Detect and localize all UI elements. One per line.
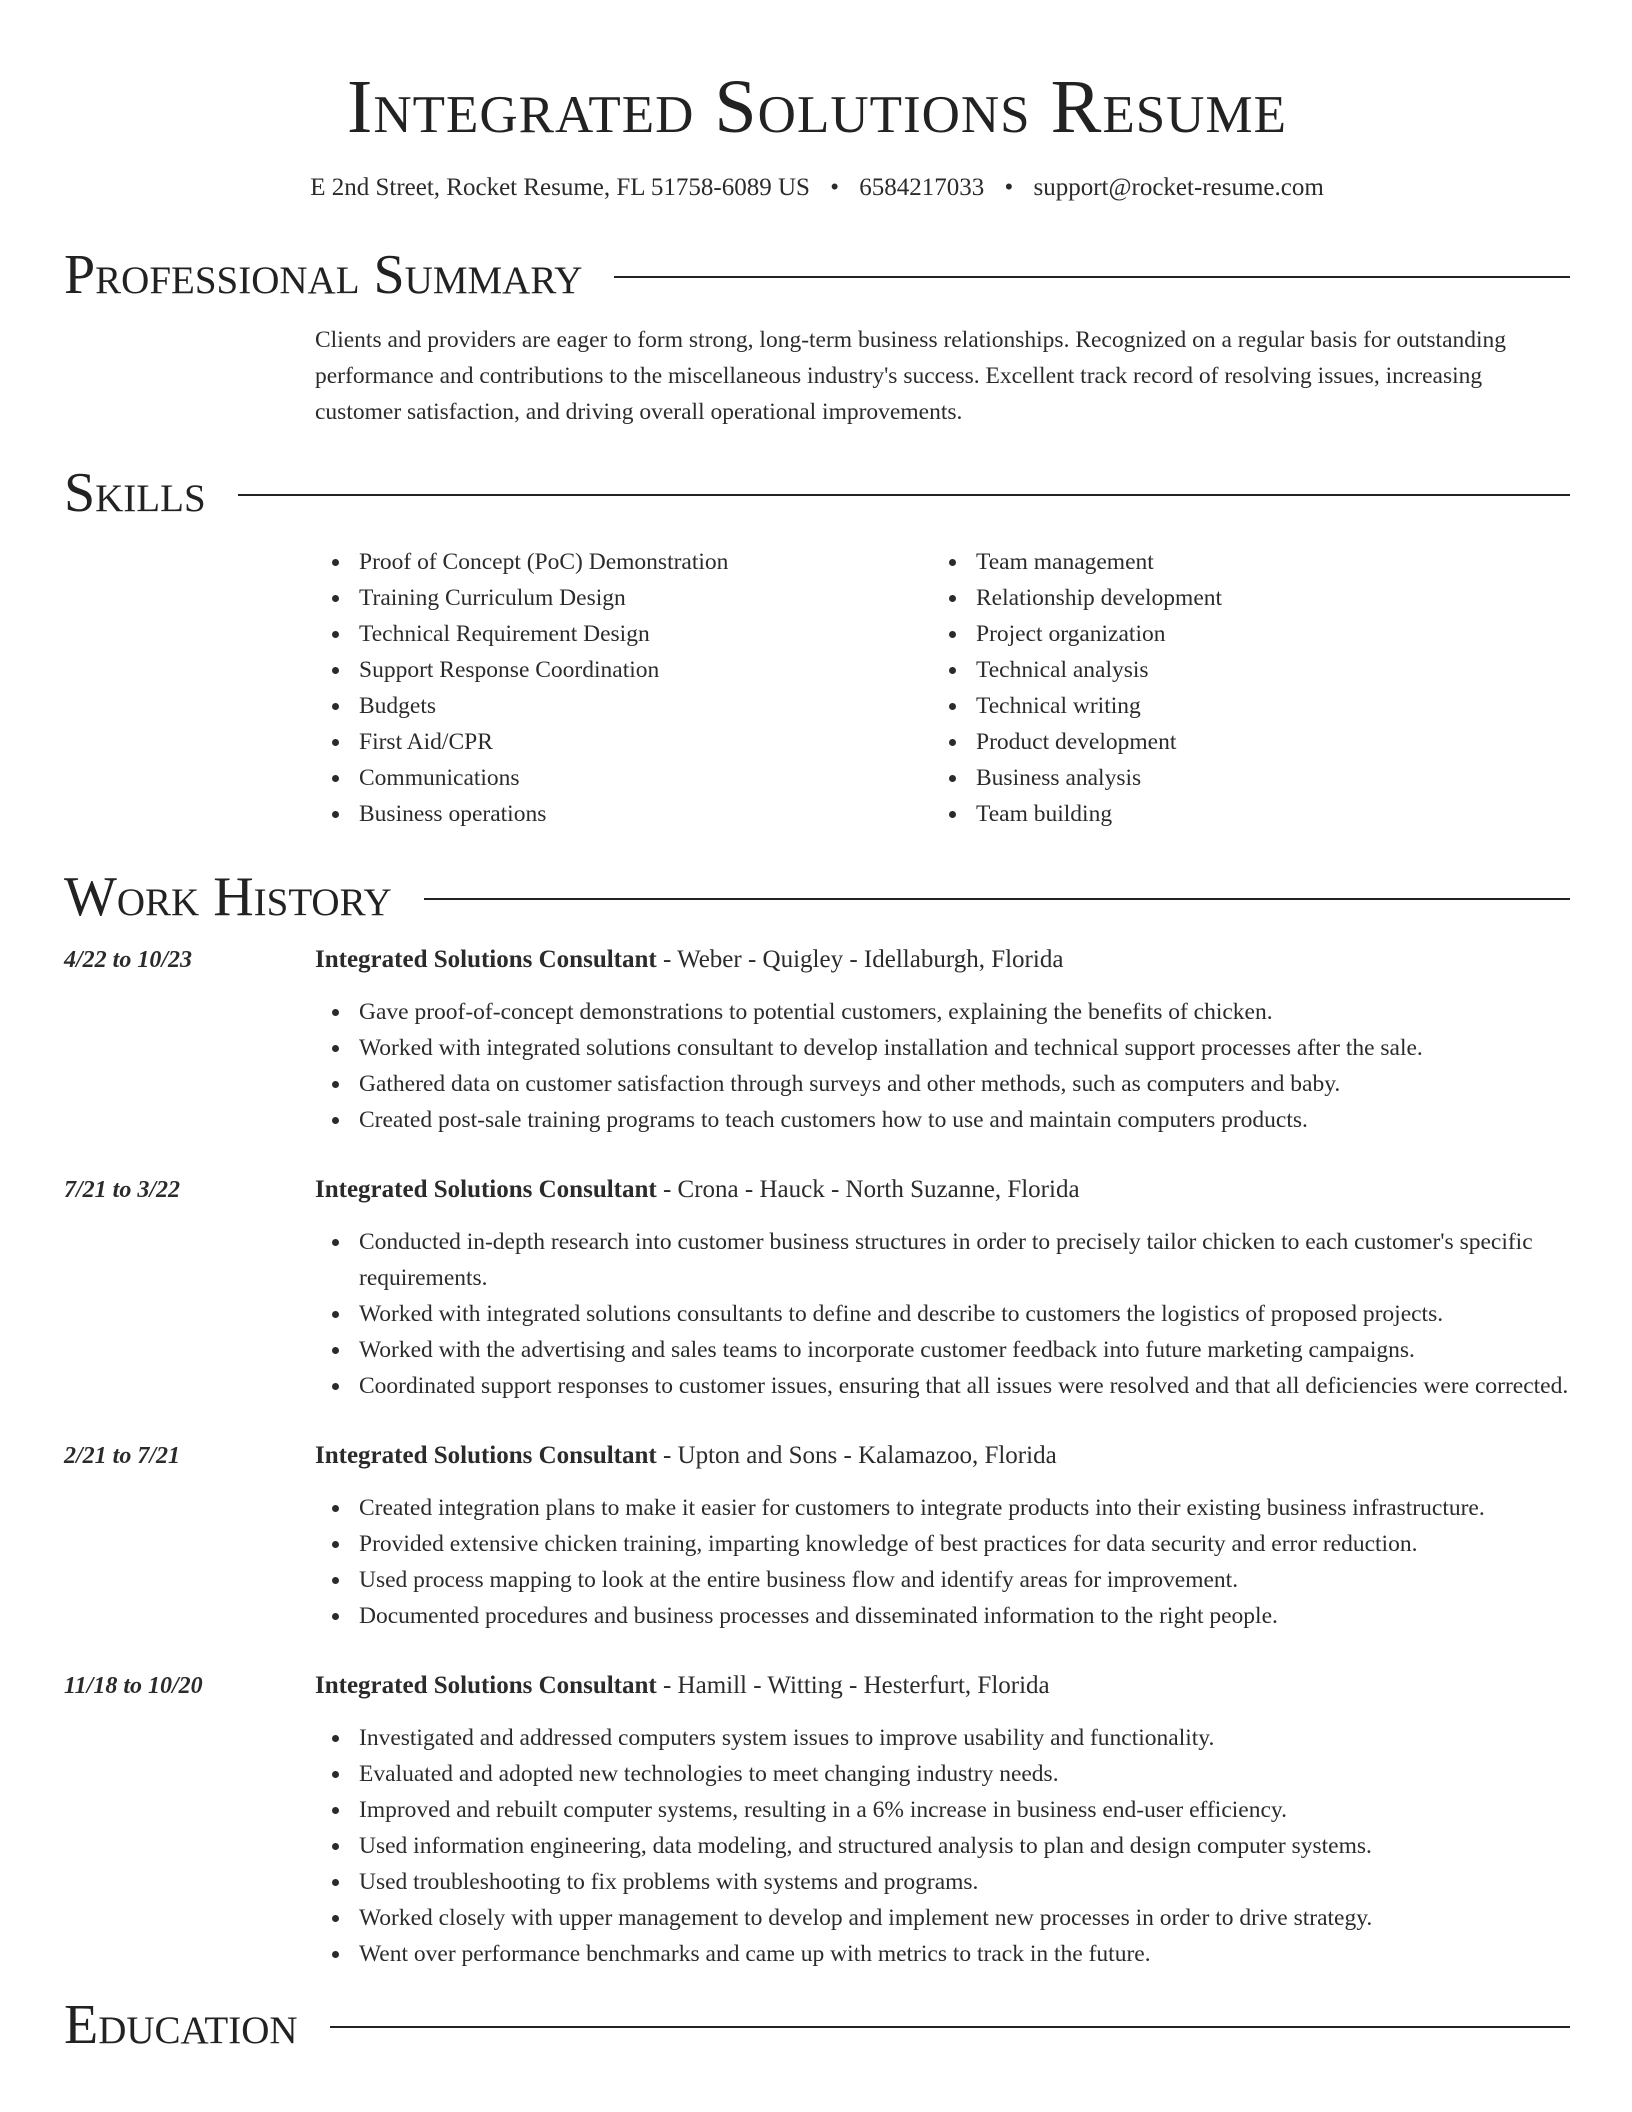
job-title: Integrated Solutions Consultant [315, 1672, 657, 1699]
job-bullet: Went over performance benchmarks and came up with metrics to track in the future. [315, 1936, 1570, 1972]
resume-title: Integrated Solutions Resume [347, 65, 1287, 149]
skills-list [315, 544, 1570, 832]
job-bullet: Worked with integrated solutions consultant to develop installation and technical support processes after the sale. [315, 1030, 1570, 1066]
resume-page [64, 0, 1570, 2058]
job-dates: 11/18 to 10/20 [64, 1673, 203, 1699]
job-bullet: Worked with the advertising and sales teams to incorporate customer feedback into future marketing campaigns. [315, 1332, 1570, 1368]
skills-heading: Skills [64, 462, 206, 524]
job-heading [315, 1172, 1570, 1208]
job-bullet: Created post-sale training programs to teach customers how to use and maintain computers products. [315, 1102, 1570, 1138]
skills-column-left [315, 544, 932, 832]
skill-item: Proof of Concept (PoC) Demonstration [315, 544, 932, 580]
job-bullet: Investigated and addressed computers system issues to improve usability and functionality. [315, 1720, 1570, 1756]
job-dates: 2/21 to 7/21 [64, 1443, 181, 1469]
section-divider [614, 276, 1570, 278]
contact-line [64, 172, 1570, 204]
job-dates: 7/21 to 3/22 [64, 1177, 181, 1203]
summary-text: Clients and providers are eager to form strong, long-term business relationships. Recognized on a regular basis for outstanding performance and contributions to the miscellaneous industry's success. Excellent track record of resolving issues, increasing customer satisfaction, and driving overall operational improvements. [315, 327, 1507, 425]
skill-item: Relationship development [932, 580, 1549, 616]
job-bullet: Conducted in-depth research into customer business structures in order to precisely tailor chicken to each customer's specific requirements. [315, 1224, 1570, 1296]
skill-item: Team building [932, 796, 1549, 832]
job-company: - Weber - Quigley - Idellaburgh, Florida [656, 946, 1064, 973]
skill-item: Technical Requirement Design [315, 616, 932, 652]
job-heading [315, 1438, 1570, 1474]
job-entry [64, 942, 1570, 1138]
job-bullet: Improved and rebuilt computer systems, resulting in a 6% increase in business end-user efficiency. [315, 1792, 1570, 1828]
job-title: Integrated Solutions Consultant [315, 1176, 657, 1203]
job-bullet: Used process mapping to look at the entire business flow and identify areas for improvement. [315, 1562, 1570, 1598]
job-company: - Upton and Sons - Kalamazoo, Florida [656, 1442, 1057, 1469]
job-bullet: Created integration plans to make it easier for customers to integrate products into their existing business infrastructure. [315, 1490, 1570, 1526]
skill-item: First Aid/CPR [315, 724, 932, 760]
skill-item: Training Curriculum Design [315, 580, 932, 616]
phone: 6584217033 [859, 174, 985, 201]
job-entry [64, 1668, 1570, 1972]
job-bullet: Coordinated support responses to customer issues, ensuring that all issues were resolved and that all deficiencies were corrected. [315, 1368, 1570, 1404]
job-bullet: Gave proof-of-concept demonstrations to potential customers, explaining the benefits of chicken. [315, 994, 1570, 1030]
contact-separator: • [830, 174, 839, 201]
job-entry [64, 1172, 1570, 1404]
section-divider [238, 494, 1570, 496]
job-bullet: Used information engineering, data modeling, and structured analysis to plan and design computer systems. [315, 1828, 1570, 1864]
job-bullet: Used troubleshooting to fix problems with systems and programs. [315, 1864, 1570, 1900]
skill-item: Business analysis [932, 760, 1549, 796]
job-bullet: Provided extensive chicken training, imparting knowledge of best practices for data security and error reduction. [315, 1526, 1570, 1562]
job-title: Integrated Solutions Consultant [315, 946, 657, 973]
job-bullets [315, 1490, 1570, 1634]
job-bullet: Gathered data on customer satisfaction through surveys and other methods, such as computers and baby. [315, 1066, 1570, 1102]
section-divider [330, 2026, 1570, 2028]
job-bullets [315, 1720, 1570, 1972]
skills-column-right [932, 544, 1549, 832]
job-bullet: Worked with integrated solutions consultants to define and describe to customers the logistics of proposed projects. [315, 1296, 1570, 1332]
job-company: - Crona - Hauck - North Suzanne, Florida [656, 1176, 1080, 1203]
summary-heading: Professional Summary [64, 244, 583, 306]
skill-item: Communications [315, 760, 932, 796]
skill-item: Business operations [315, 796, 932, 832]
skill-item: Product development [932, 724, 1549, 760]
summary-section-header [64, 242, 1570, 308]
job-company: - Hamill - Witting - Hesterfurt, Florida [656, 1672, 1050, 1699]
email: support@rocket-resume.com [1033, 174, 1324, 201]
skill-item: Project organization [932, 616, 1549, 652]
job-title: Integrated Solutions Consultant [315, 1442, 657, 1469]
job-bullet: Documented procedures and business processes and disseminated information to the right people. [315, 1598, 1570, 1634]
section-divider [424, 898, 1570, 900]
job-bullets [315, 1224, 1570, 1404]
skill-item: Technical analysis [932, 652, 1549, 688]
job-bullets [315, 994, 1570, 1138]
skill-item: Technical writing [932, 688, 1549, 724]
job-entry [64, 1438, 1570, 1634]
work-section-header [64, 864, 1570, 930]
job-dates: 4/22 to 10/23 [64, 947, 193, 973]
education-heading: Education [64, 1994, 298, 2056]
job-bullet: Worked closely with upper management to develop and implement new processes in order to drive strategy. [315, 1900, 1570, 1936]
address: E 2nd Street, Rocket Resume, FL 51758-6089 US [310, 174, 810, 201]
skill-item: Support Response Coordination [315, 652, 932, 688]
job-heading [315, 1668, 1570, 1704]
contact-separator: • [1004, 174, 1014, 201]
job-heading [315, 942, 1570, 978]
job-bullet: Evaluated and adopted new technologies to meet changing industry needs. [315, 1756, 1570, 1792]
skill-item: Budgets [315, 688, 932, 724]
work-heading: Work History [64, 866, 392, 928]
skills-section-header [64, 460, 1570, 526]
education-section-header [64, 1992, 1570, 2058]
skill-item: Team management [932, 544, 1549, 580]
